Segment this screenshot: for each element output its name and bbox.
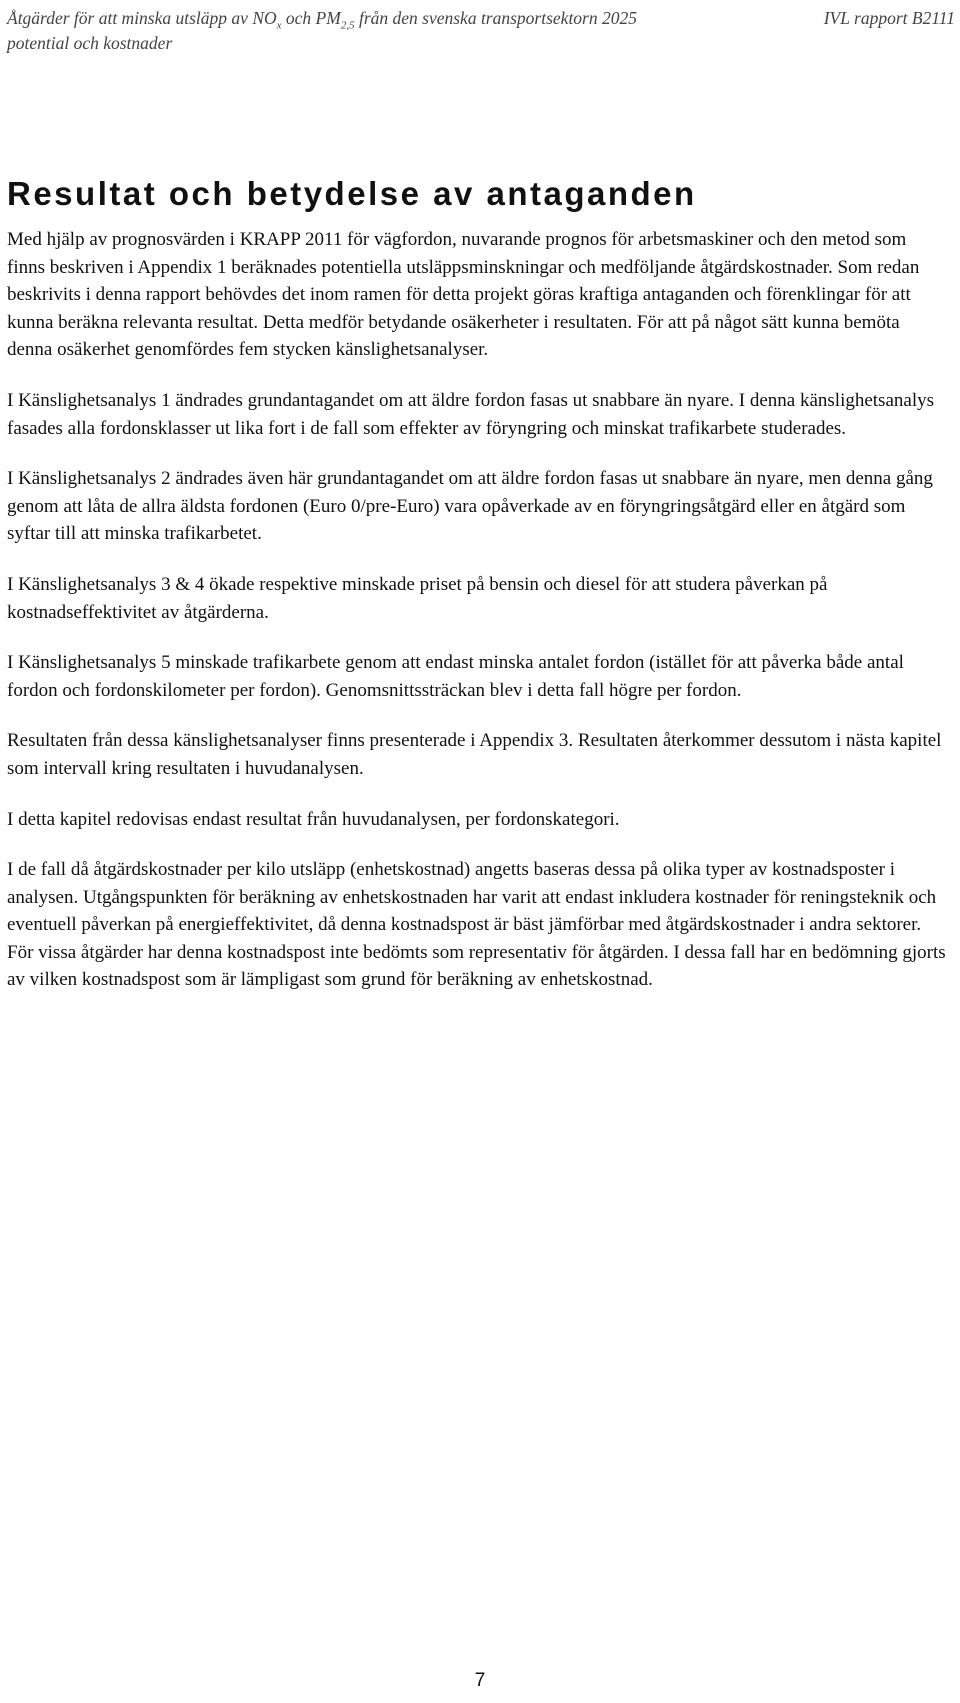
header-title-line2: potential och kostnader xyxy=(7,33,173,53)
paragraph-analysis-2: I Känslighetsanalys 2 ändrades även här grundantagandet om att äldre fordon fasas ut snabbare än nyare, men denna gång genom att låta de allra äldsta fordonen (Euro 0/pre-Euro) vara opåverkade av en föryngringsåtgärd eller en åtgärd som syftar till att minska trafikarbetet. xyxy=(7,468,933,545)
section-title: Resultat och betydelse av antaganden xyxy=(7,175,697,212)
paragraph-unit-cost: I de fall då åtgärdskostnader per kilo utsläpp (enhetskostnad) angetts baseras dessa på olika typer av kostnadsposter i analysen. Utgångspunkten för beräkning av enhetskostnaden har varit att endast inkludera kostnader för reningsteknik och eventuell påverkan på energieffektivitet, då denna kostnadspost är bäst jämförbar med åtgärdskostnader i andra sektorer. För vissa åtgärder har denna kostnadspost inte bedömts som representativ för åtgärden. I dessa fall har en bedömning gjorts av vilken kostnadspost som är lämpligast som grund för beräkning av enhetskostnad. xyxy=(7,859,946,991)
paragraph-analysis-3-4: I Känslighetsanalys 3 & 4 ökade respektive minskade priset på bensin och diesel för att studera påverkan på kostnadseffektivitet av åtgärderna. xyxy=(7,573,828,623)
header-report-id: IVL rapport B2111 xyxy=(823,8,955,28)
header-title-suffix: från den svenska transportsektorn 2025 xyxy=(354,8,637,28)
body-text xyxy=(7,226,949,1017)
paragraph-results-appendix: Resultaten från dessa känslighetsanalyser finns presenterade i Appendix 3. Resultaten återkommer dessutom i nästa kapitel som intervall kring resultaten i huvudanalysen. xyxy=(7,730,942,779)
paragraph-chapter-scope: I detta kapitel redovisas endast resultat från huvudanalysen, per fordonskategori. xyxy=(7,808,620,830)
page-header xyxy=(7,6,955,58)
paragraph-analysis-1: I Känslighetsanalys 1 ändrades grundantagandet om att äldre fordon fasas ut snabbare än nyare. I denna känslighetsanalys fasades alla fordonsklasser ut lika fort i de fall som effekter av föryngring och minskat trafikarbete studerades. xyxy=(7,389,934,439)
header-title-sub-pm: 2,5 xyxy=(340,19,355,32)
page-number: 7 xyxy=(474,1670,486,1691)
paragraph-intro: Med hjälp av prognosvärden i KRAPP 2011 för vägfordon, nuvarande prognos för arbetsmaskiner och den metod som finns beskriven i Appendix 1 beräknades potentiella utsläppsminskningar och medföljande åtgärdskostnader. Som redan beskrivits i denna rapport behövdes det inom ramen för detta projekt göras kraftiga antaganden och förenklingar för att kunna beräkna relevanta resultat. Detta medför betydande osäkerheter i resultaten. För att på något sätt kunna bemöta denna osäkerhet genomfördes fem stycken känslighetsanalyser. xyxy=(7,229,920,361)
paragraph-analysis-5: I Känslighetsanalys 5 minskade trafikarbete genom att endast minska antalet fordon (istället för att påverka både antal fordon och fordonskilometer per fordon). Genomsnittssträckan blev i detta fall högre per fordon. xyxy=(7,652,904,701)
header-title-mid: och PM xyxy=(281,8,341,28)
header-title-prefix: Åtgärder för att minska utsläpp av NO xyxy=(7,8,277,28)
header-title-sub-x: x xyxy=(276,19,282,32)
